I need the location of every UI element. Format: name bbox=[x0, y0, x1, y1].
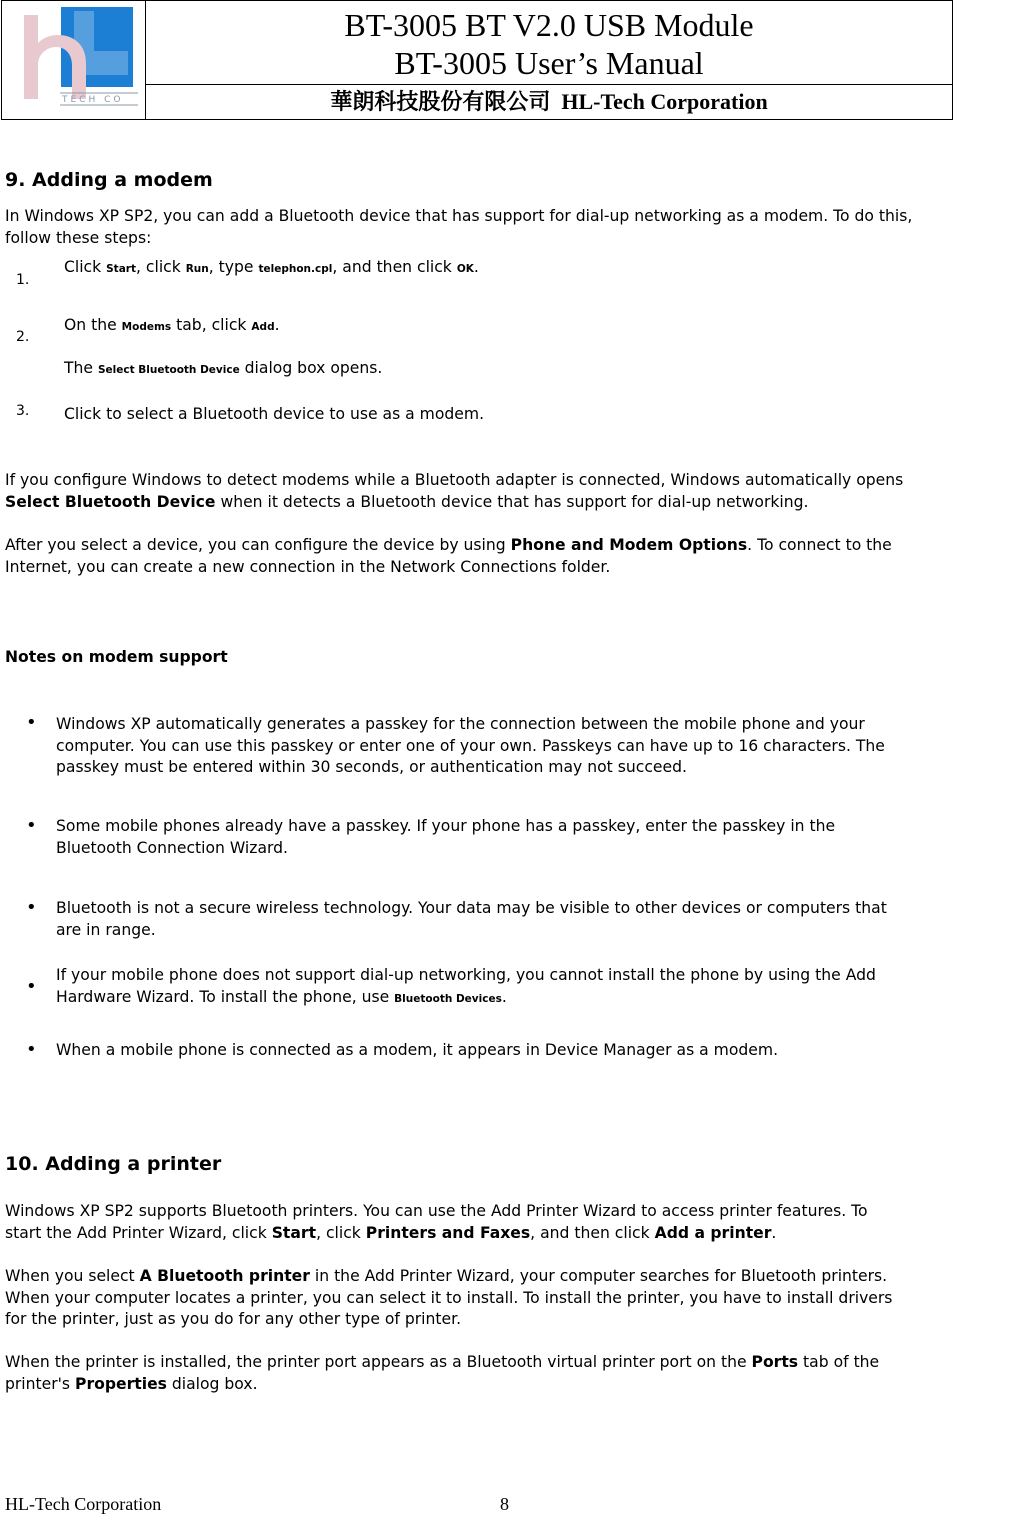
note-5: When a mobile phone is connected as a modem, it appears in Device Manager as a modem. bbox=[56, 1041, 779, 1059]
svg-text:TECH CO: TECH CO bbox=[62, 95, 124, 105]
note-3: Bluetooth is not a secure wireless technology. Your data may be visible to other devices or computers that are in range. bbox=[56, 899, 887, 939]
note-1: Windows XP automatically generates a passkey for the connection between the mobile phone and your computer. You can use this passkey or enter one of your own. Passkeys can have up to 16 characters. The passkey must be entered within 30 seconds, or authentication may not succeed. bbox=[56, 715, 885, 776]
hl-logo-icon bbox=[2, 1, 145, 119]
intro-line-2: follow these steps: bbox=[5, 228, 152, 247]
bullet-icon: • bbox=[26, 1039, 37, 1060]
page-header bbox=[1, 0, 953, 120]
title-line-1: BT-3005 BT V2.0 USB Module bbox=[344, 7, 754, 43]
section-10-paragraph-1: Windows XP SP2 supports Bluetooth printers. You can use the Add Printer Wizard to access printer features. To start the Add Printer Wizard, click Start, click Printers and Faxes, and then click Add a printer. bbox=[5, 1202, 868, 1242]
keyword-select-bluetooth-device: Select Bluetooth Device bbox=[97, 364, 240, 376]
section-9-paragraph-2: After you select a device, you can configure the device by using Phone and Modem Options. To connect to the Internet, you can create a new connection in the Network Connections folder. bbox=[5, 536, 892, 576]
step-3: Click to select a Bluetooth device to use as a modem. bbox=[64, 405, 485, 423]
keyword-add: Add bbox=[251, 321, 275, 333]
step-2: On the Modems tab, click Add. bbox=[64, 316, 280, 334]
bullet-icon: • bbox=[26, 815, 37, 836]
company-name bbox=[146, 85, 952, 119]
section-10-paragraph-3: When the printer is installed, the printer port appears as a Bluetooth virtual printer port on the Ports tab of the printer's Properties dialog box. bbox=[5, 1353, 880, 1393]
notes-heading: Notes on modem support bbox=[5, 648, 228, 666]
keyword-run: Run bbox=[185, 263, 209, 275]
keyword-telephon: telephon.cpl bbox=[258, 263, 333, 275]
section-10-heading: 10. Adding a printer bbox=[5, 1153, 222, 1175]
step-1: Click Start, click Run, type telephon.cpl, and then click OK. bbox=[64, 258, 479, 276]
intro-line-1: In Windows XP SP2, you can add a Bluetooth device that has support for dial-up networking as a modem. To do this, bbox=[5, 207, 913, 225]
company-name-cn: 華朗科技股份有限公司 bbox=[330, 89, 551, 114]
step-2-result: The Select Bluetooth Device dialog box opens. bbox=[64, 359, 383, 377]
keyword-bluetooth-devices: Bluetooth Devices bbox=[394, 992, 502, 1005]
keyword-ok: OK bbox=[456, 263, 474, 275]
company-name-en: HL-Tech Corporation bbox=[561, 89, 768, 114]
keyword-modems: Modems bbox=[121, 321, 172, 333]
step-2-number: 2. bbox=[16, 329, 30, 345]
section-9-heading: 9. Adding a modem bbox=[5, 169, 213, 191]
bullet-icon: • bbox=[26, 897, 37, 918]
section-10-paragraph-2: When you select A Bluetooth printer in the Add Printer Wizard, your computer searches for Bluetooth printers. When your computer locates a printer, you can select it to install. To install the printer, you have to install drivers for the printer, just as you do for any other type of printer. bbox=[5, 1267, 893, 1328]
note-4: If your mobile phone does not support dial-up networking, you cannot install the phone by using the Add Hardware Wizard. To install the phone, use Bluetooth Devices. bbox=[56, 966, 876, 1006]
footer-page-number: 8 bbox=[500, 1494, 509, 1514]
title-line-2: BT-3005 User’s Manual bbox=[394, 45, 704, 81]
keyword-start: Start bbox=[106, 263, 136, 275]
footer-company: HL-Tech Corporation bbox=[5, 1494, 162, 1514]
company-logo bbox=[2, 1, 146, 119]
section-9-intro bbox=[5, 206, 1012, 249]
section-9-paragraph-1: If you configure Windows to detect modems while a Bluetooth adapter is connected, Windows automatically opens Select Bluetooth Device when it detects a Bluetooth device that has support for dial-up networking. bbox=[5, 471, 904, 511]
document-title bbox=[146, 1, 952, 85]
note-2: Some mobile phones already have a passkey. If your phone has a passkey, enter the passkey in the Bluetooth Connection Wizard. bbox=[56, 817, 836, 857]
bullet-icon: • bbox=[26, 712, 37, 733]
step-1-number: 1. bbox=[16, 272, 30, 288]
bullet-icon: • bbox=[26, 976, 37, 997]
step-3-number: 3. bbox=[16, 403, 30, 419]
